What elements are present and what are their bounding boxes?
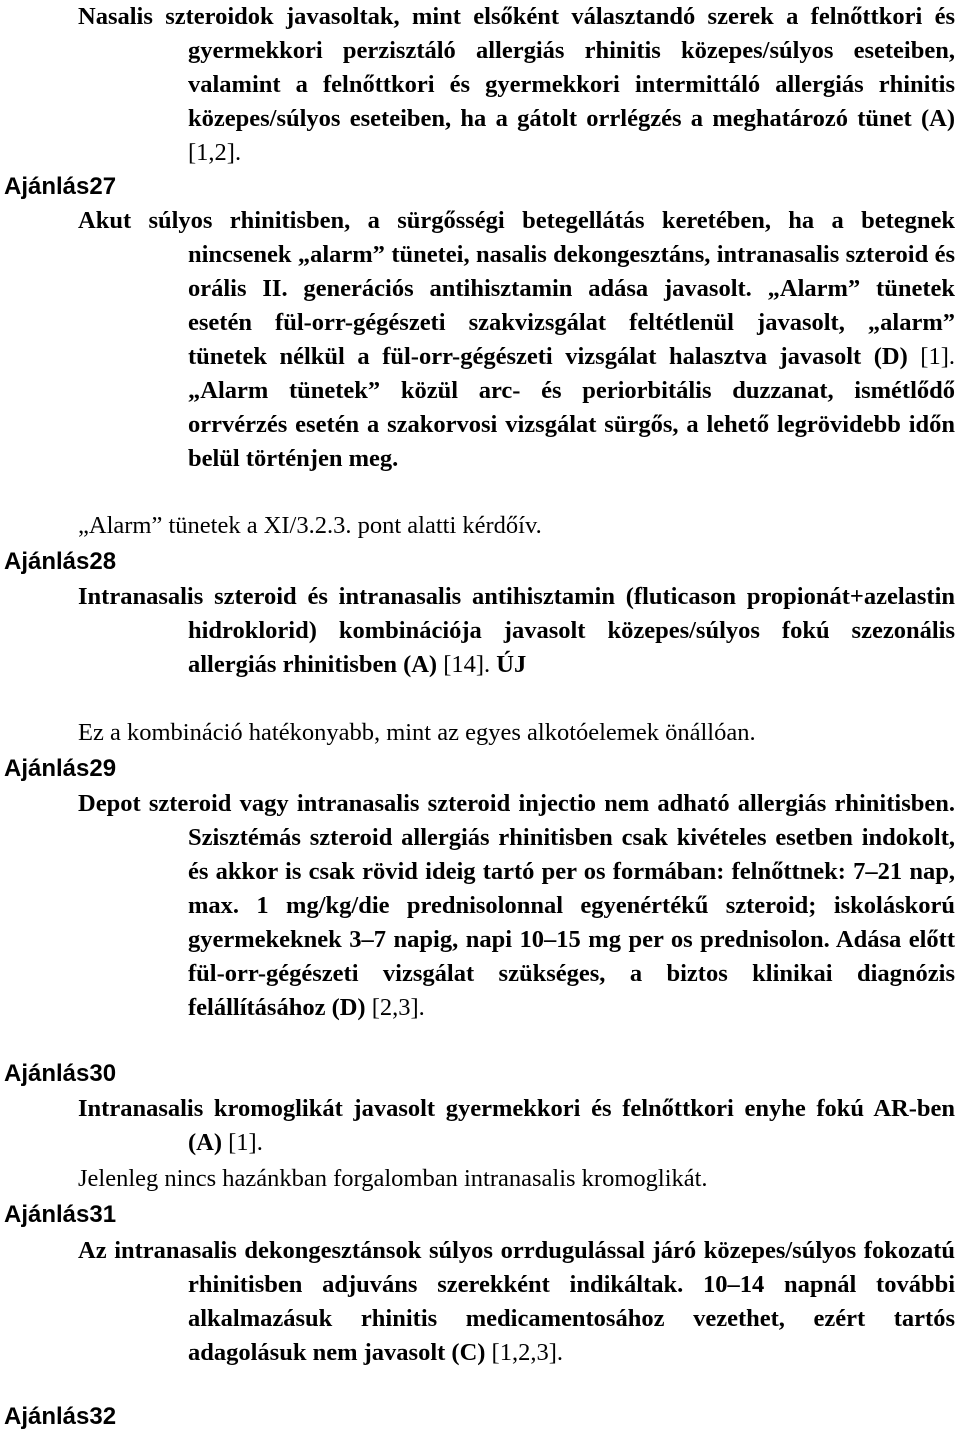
ajanlas27-text-2: „Alarm tünetek” közül arc- és periorbitális duzzanat, ismétlődő orrvérzés esetén a szakorvosi vizsgálat sürgős, a lehető legrövidebb időn belül történjen meg.: [188, 377, 955, 472]
ajanlas27-text: Akut súlyos rhinitisben, a sürgősségi betegellátás keretében, ha a betegnek nincsenek „alarm” tünetei, nasalis dekongesztáns, intranasalis szteroid és orális II. generációs antihisztamin adása javasolt. „Alarm” tünetek esetén fül-orr-gégészeti szakvizsgálat feltétlenül javasolt, „alarm” tünetek nélkül a fül-orr-gégészeti vizsgálat halasztva javasolt (D): [78, 207, 955, 370]
ajanlas28-text: Intranasalis szteroid és intranasalis antihisztamin (fluticason propionát+azelastin hidroklorid) kombinációja javasolt közepes/súlyos fokú szezonális allergiás rhinitisben (A): [78, 583, 955, 678]
intro-ref: [1,2].: [188, 139, 242, 166]
heading-ajanlas32: Ajánlás32: [4, 1403, 117, 1430]
ajanlas28-ref: [14].: [437, 651, 497, 678]
ajanlas31-paragraph: [78, 1234, 955, 1370]
ajanlas28-note: Ez a kombináció hatékonyabb, mint az egyes alkotóelemek önállóan.: [78, 719, 756, 746]
ajanlas29-paragraph: [78, 787, 955, 1025]
ajanlas27-paragraph: [78, 204, 955, 476]
ajanlas28-paragraph: [78, 580, 955, 682]
ajanlas30-text: Intranasalis kromoglikát javasolt gyermekkori és felnőttkori enyhe fokú AR-ben (A): [78, 1095, 955, 1156]
ajanlas30-note: Jelenleg nincs hazánkban forgalomban intranasalis kromoglikát.: [78, 1165, 708, 1192]
ajanlas31-text: Az intranasalis dekongesztánsok súlyos orrdugulással járó közepes/súlyos fokozatú rhinitisben adjuváns szerekként indikáltak. 10–14 napnál további alkalmazásuk rhinitis medicamentosához vezethet, ezért tartós adagolásuk nem javasolt (C): [78, 1237, 955, 1366]
ajanlas27-note: „Alarm” tünetek a XI/3.2.3. pont alatti kérdőív.: [78, 512, 542, 539]
ajanlas27-ref: [1].: [907, 343, 955, 370]
intro-paragraph: [78, 0, 955, 170]
heading-ajanlas28: Ajánlás28: [4, 548, 117, 575]
ajanlas31-ref: [1,2,3].: [485, 1339, 563, 1366]
ajanlas29-text: Depot szteroid vagy intranasalis szteroid injectio nem adható allergiás rhinitisben. Szisztémás szteroid allergiás rhinitisben csak kivételes esetben indokolt, és akkor is csak rövid ideig tartó per os formában: felnőttnek: 7–21 nap, max. 1 mg/kg/die prednisolonnal egyenértékű szteroid; iskoláskorú gyermekeknek 3–7 napig, napi 10–15 mg per os prednisolon. Adása előtt fül-orr-gégészeti vizsgálat szükséges, a biztos klinikai diagnózis felállításához (D): [78, 790, 955, 1021]
heading-ajanlas29: Ajánlás29: [4, 755, 117, 782]
heading-ajanlas27: Ajánlás27: [4, 173, 117, 200]
heading-ajanlas30: Ajánlás30: [4, 1060, 117, 1087]
intro-text: Nasalis szteroidok javasoltak, mint elsőként választandó szerek a felnőttkori és gyermekkori perzisztáló allergiás rhinitis közepes/súlyos eseteiben, valamint a felnőttkori és gyermekkori intermittáló allergiás rhinitis közepes/súlyos eseteiben, ha a gátolt orrlégzés a meghatározó tünet (A): [78, 3, 955, 132]
ajanlas29-ref: [2,3].: [365, 994, 425, 1021]
ajanlas30-paragraph: [78, 1092, 955, 1160]
ajanlas28-new-tag: ÚJ: [496, 651, 527, 678]
heading-ajanlas31: Ajánlás31: [4, 1201, 117, 1228]
ajanlas30-ref: [1].: [222, 1129, 263, 1156]
